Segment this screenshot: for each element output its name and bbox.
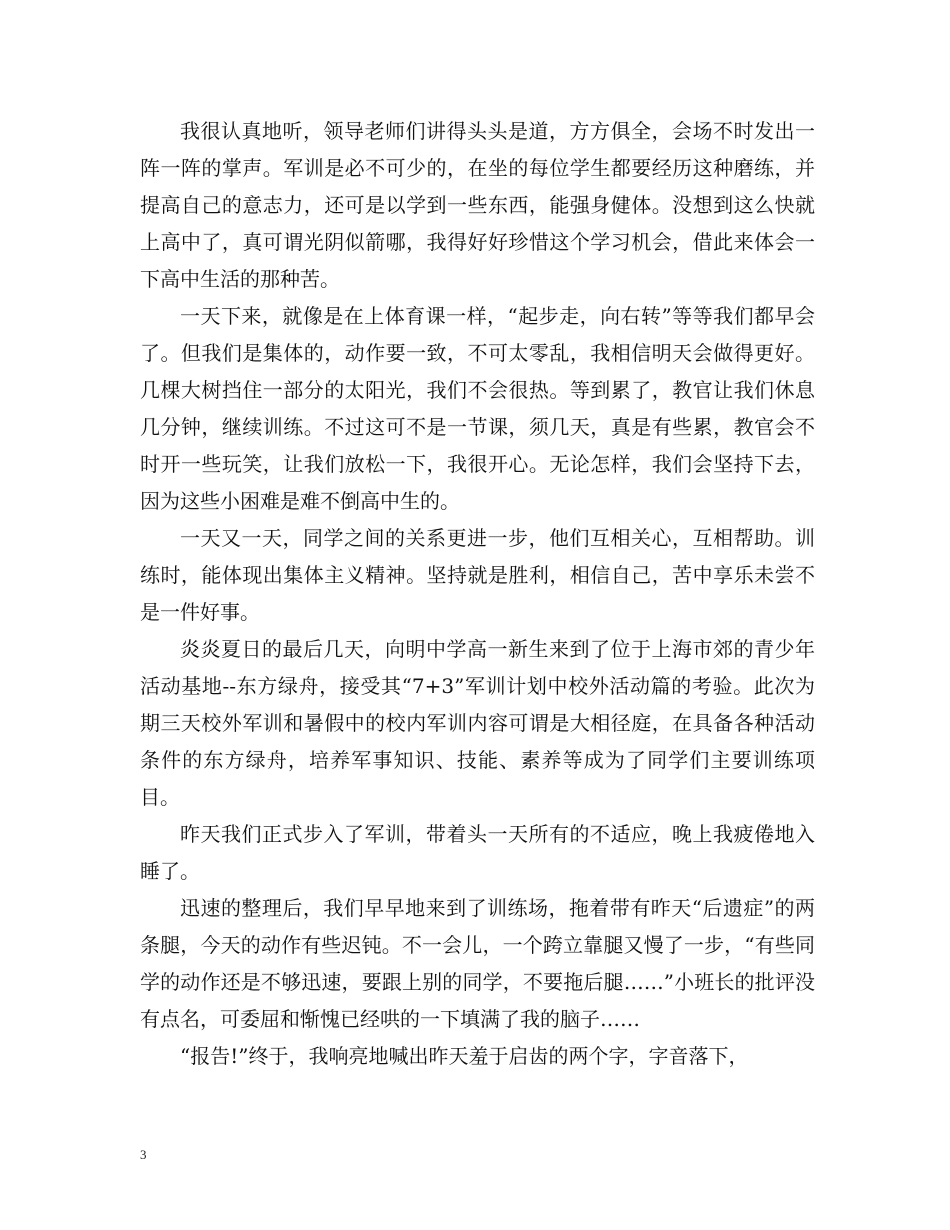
- paragraph: 昨天我们正式步入了军训，带着头一天所有的不适应，晚上我疲倦地入睡了。: [140, 822, 815, 883]
- paragraph: 迅速的整理后，我们早早地来到了训练场，拖着带有昨天“后遗症”的两条腿，今天的动作有些迟钝。不一会儿，一个跨立靠腿又慢了一步，“有些同学的动作还是不够迅速，要跟上别的同学，不要拖后腿……”小班长的批评没有点名，可委屈和惭愧已经哄的一下填满了我的脑子……: [140, 896, 815, 1031]
- document-body: [140, 113, 815, 1075]
- paragraph: 炎炎夏日的最后几天，向明中学高一新生来到了位于上海市郊的青少年活动基地--东方绿舟，接受其“7+3”军训计划中校外活动篇的考验。此次为期三天校外军训和暑假中的校内军训内容可谓是大相径庭，在具备各种活动条件的东方绿舟，培养军事知识、技能、素养等成为了同学们主要训练项目。: [140, 637, 815, 809]
- paragraph: 一天下来，就像是在上体育课一样，“起步走，向右转”等等我们都早会了。但我们是集体的，动作要一致，不可太零乱，我相信明天会做得更好。几棵大树挡住一部分的太阳光，我们不会很热。等到累了，教官让我们休息几分钟，继续训练。不过这可不是一节课，须几天，真是有些累，教官会不时开一些玩笑，让我们放松一下，我很开心。无论怎样，我们会坚持下去，因为这些小困难是难不倒高中生的。: [140, 304, 815, 513]
- paragraph: 我很认真地听，领导老师们讲得头头是道，方方俱全，会场不时发出一阵一阵的掌声。军训是必不可少的，在坐的每位学生都要经历这种磨练，并提高自己的意志力，还可是以学到一些东西，能强身健体。没想到这么快就上高中了，真可谓光阴似箭哪，我得好好珍惜这个学习机会，借此来体会一下高中生活的那种苦。: [140, 119, 815, 291]
- paragraph: 一天又一天，同学之间的关系更进一步，他们互相关心，互相帮助。训练时，能体现出集体主义精神。坚持就是胜利，相信自己，苦中享乐未尝不是一件好事。: [140, 526, 815, 624]
- paragraph: “报告!”终于，我响亮地喊出昨天羞于启齿的两个字，字音落下，: [180, 1044, 749, 1068]
- page-number: 3: [140, 1147, 147, 1162]
